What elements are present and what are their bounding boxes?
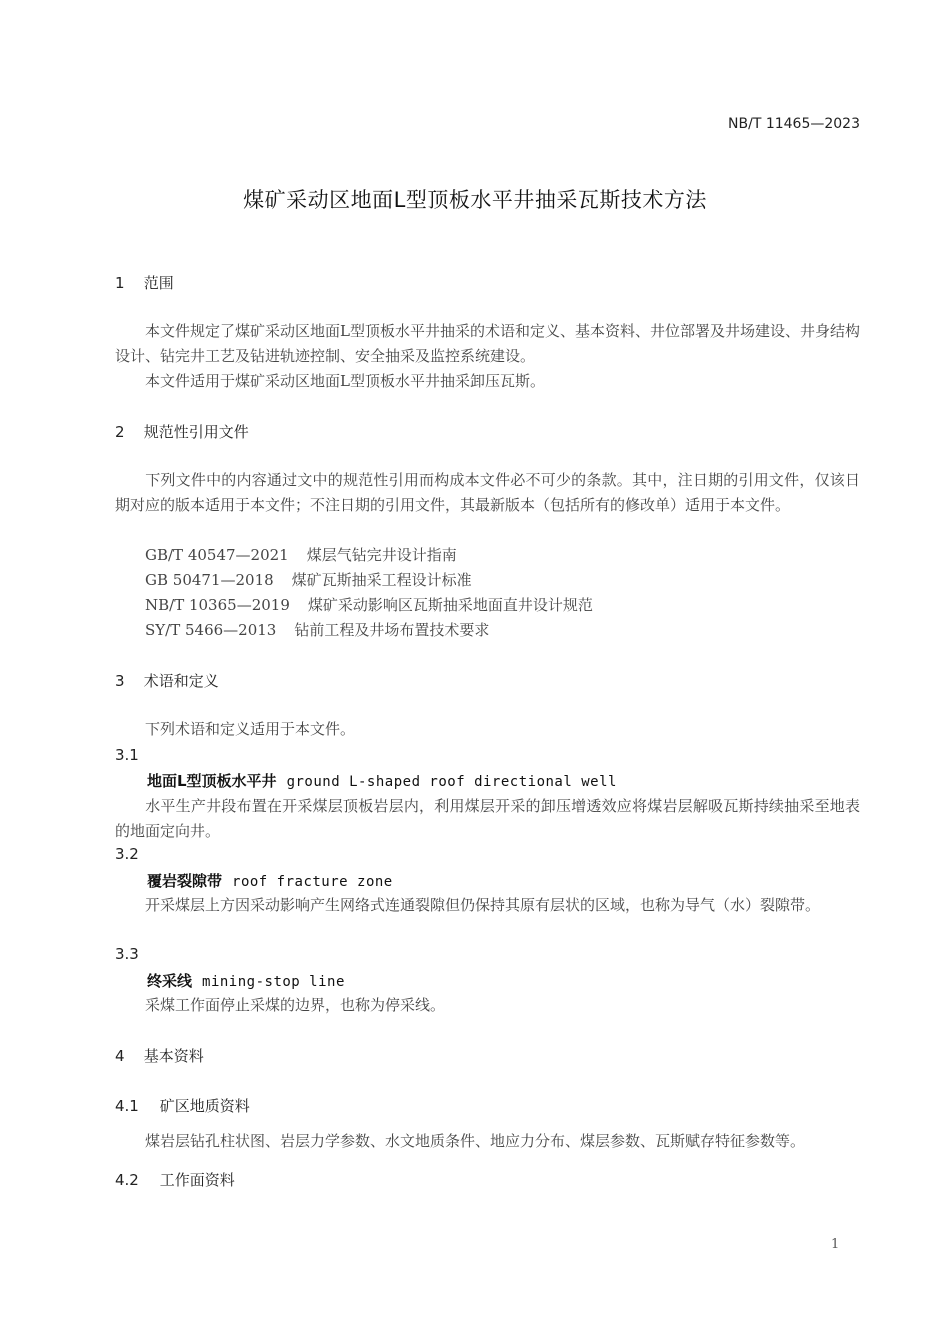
reference-code: NB/T 10365—2019 [145, 596, 290, 614]
term-heading [147, 870, 393, 891]
reference-item [145, 619, 489, 640]
reference-item [145, 544, 457, 565]
section-2-heading [115, 421, 249, 442]
subsection-4-1-paragraph [115, 1129, 860, 1154]
document-title: 煤矿采动区地面L型顶板水平井抽采瓦斯技术方法 [243, 188, 707, 212]
section-number: 4 [115, 1047, 125, 1065]
section-1-heading [115, 272, 174, 293]
paragraph-text: 采煤工作面停止采煤的边界，也称为停采线。 [145, 996, 446, 1014]
paragraph-text: 水平生产井段布置在开采煤层顶板岩层内，利用煤层开采的卸压增透效应将煤岩层解吸瓦斯持续抽采至地表的地面定向井。 [115, 797, 860, 840]
term-heading [147, 970, 345, 991]
term-zh: 终采线 [147, 972, 193, 990]
reference-code: GB 50471—2018 [145, 571, 274, 589]
section-title: 基本资料 [143, 1047, 204, 1065]
standard-code: NB/T 11465—2023 [728, 116, 860, 132]
reference-code: SY/T 5466—2013 [145, 621, 277, 639]
term-definition [115, 993, 860, 1018]
section-number: 2 [115, 423, 125, 441]
subsection-number: 4.1 [115, 1097, 139, 1115]
paragraph-text: 开采煤层上方因采动影响产生网络式连通裂隙但仍保持其原有层状的区域，也称为导气（水）裂隙带。 [145, 896, 821, 914]
section-title: 范围 [143, 274, 174, 292]
section-number: 1 [115, 274, 125, 292]
subsection-number: 4.2 [115, 1171, 139, 1189]
section-1-paragraph-1 [115, 319, 860, 369]
subsection-title: 矿区地质资料 [159, 1097, 250, 1115]
reference-title: 钻前工程及井场布置技术要求 [294, 621, 490, 639]
term-number: 3.3 [115, 945, 139, 963]
section-3-heading [115, 670, 219, 691]
paragraph-text: 本文件适用于煤矿采动区地面L型顶板水平井抽采卸压瓦斯。 [145, 372, 545, 390]
term-definition [115, 893, 860, 918]
reference-item [145, 594, 593, 615]
term-heading [147, 770, 617, 791]
term-zh: 覆岩裂隙带 [147, 872, 223, 890]
term-number: 3.1 [115, 746, 139, 764]
section-2-paragraph-1 [115, 468, 860, 518]
section-title: 规范性引用文件 [143, 423, 249, 441]
reference-title: 煤矿瓦斯抽采工程设计标准 [291, 571, 472, 589]
reference-code: GB/T 40547—2021 [145, 546, 289, 564]
term-en: mining-stop line [202, 974, 345, 990]
paragraph-text: 下列文件中的内容通过文中的规范性引用而构成本文件必不可少的条款。其中，注日期的引用文件，仅该日期对应的版本适用于本文件；不注日期的引用文件，其最新版本（包括所有的修改单）适用于本文件。 [115, 471, 860, 514]
page-number: 1 [831, 1237, 840, 1252]
reference-title: 煤层气钻完井设计指南 [306, 546, 457, 564]
term-number: 3.2 [115, 845, 139, 863]
subsection-4-2-heading [115, 1169, 235, 1190]
paragraph-text: 本文件规定了煤矿采动区地面L型顶板水平井抽采的术语和定义、基本资料、井位部署及井场建设、井身结构设计、钻完井工艺及钻进轨迹控制、安全抽采及监控系统建设。 [115, 322, 860, 365]
reference-title: 煤矿采动影响区瓦斯抽采地面直井设计规范 [307, 596, 593, 614]
paragraph-text: 煤岩层钻孔柱状图、岩层力学参数、水文地质条件、地应力分布、煤层参数、瓦斯赋存特征参数等。 [145, 1132, 806, 1150]
term-en: ground L-shaped roof directional well [286, 774, 617, 790]
section-1-paragraph-2 [115, 369, 860, 394]
section-number: 3 [115, 672, 125, 690]
section-4-heading [115, 1045, 204, 1066]
paragraph-text: 下列术语和定义适用于本文件。 [145, 720, 356, 738]
term-definition [115, 794, 860, 844]
reference-item [145, 569, 472, 590]
subsection-title: 工作面资料 [159, 1171, 235, 1189]
section-3-intro [115, 717, 860, 742]
term-en: roof fracture zone [232, 874, 393, 890]
section-title: 术语和定义 [143, 672, 219, 690]
term-zh: 地面L型顶板水平井 [147, 772, 277, 790]
subsection-4-1-heading [115, 1095, 250, 1116]
